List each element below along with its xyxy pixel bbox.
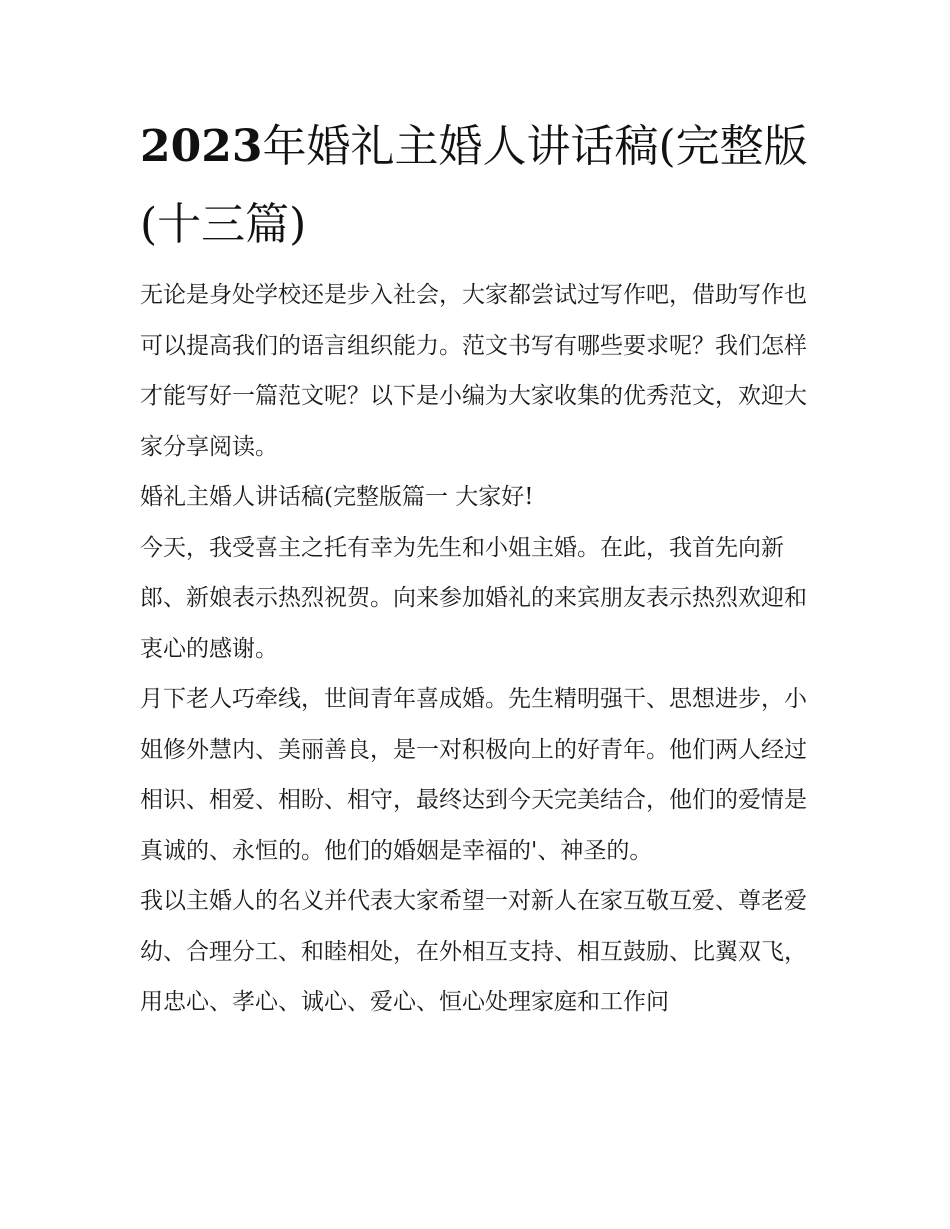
paragraph-intro: 无论是身处学校还是步入社会，大家都尝试过写作吧，借助写作也可以提高我们的语言组织能力。范文书写有哪些要求呢？我们怎样才能写好一篇范文呢？以下是小编为大家收集的优秀范文，欢迎大家分享阅读。	[140, 282, 807, 460]
paragraph-wishes: 我以主婚人的名义并代表大家希望一对新人在家互敬互爱、尊老爱幼、合理分工、和睦相处，在外相互支持、相互鼓励、比翼双飞，用忠心、孝心、诚心、爱心、恒心处理家庭和工作问	[140, 888, 807, 1015]
title-text: 年婚礼主婚人讲话稿(完整版(十三篇)	[140, 121, 808, 250]
paragraph-couple: 月下老人巧牵线，世间青年喜成婚。先生精明强干、思想进步，小姐修外慧内、美丽善良，是一对积极向上的好青年。他们两人经过相识、相爱、相盼、相守，最终达到今天完美结合，他们的爱情是真诚的、永恒的。他们的婚姻是幸福的'、神圣的。	[140, 686, 807, 864]
document-title	[140, 108, 815, 264]
document-body	[140, 108, 815, 1028]
paragraph-greeting: 今天，我受喜主之托有幸为先生和小姐主婚。在此，我首先向新郎、新娘表示热烈祝贺。向来参加婚礼的来宾朋友表示热烈欢迎和衷心的感谢。	[140, 534, 807, 662]
title-year: 2023	[140, 121, 263, 172]
paragraph-section-heading: 婚礼主婚人讲话稿(完整版篇一 大家好!	[140, 484, 534, 510]
